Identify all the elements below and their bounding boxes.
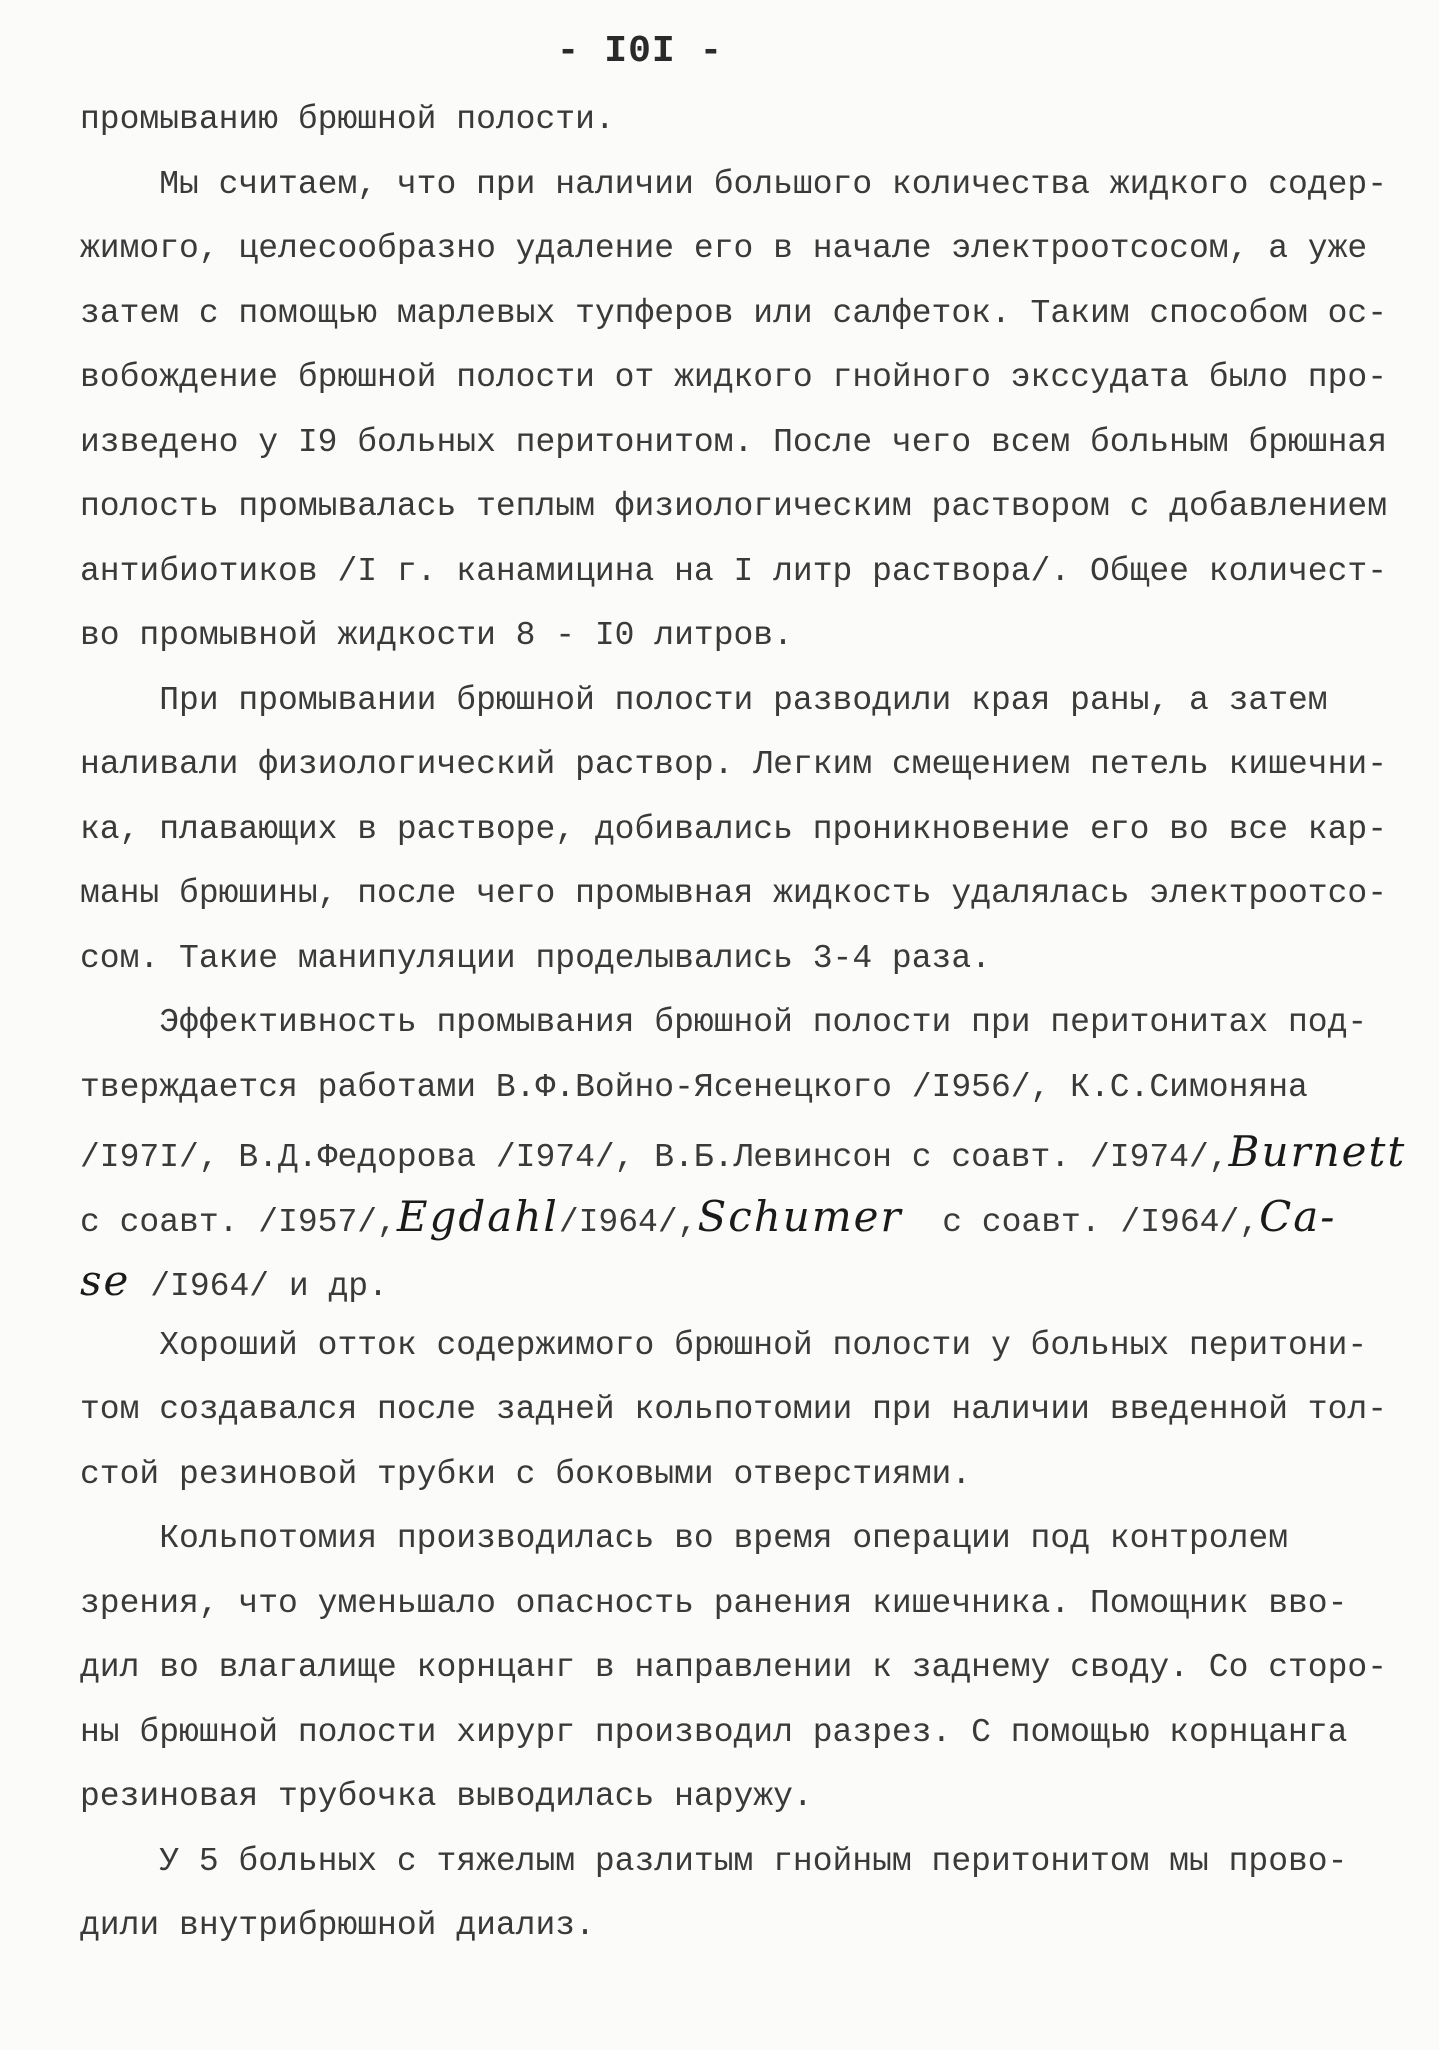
handwritten-author-burnett: Burnett	[1228, 1127, 1407, 1176]
text-line: изведено у I9 больных перитонитом. После чего всем больным брюшная	[80, 423, 1388, 461]
text-line: У 5 больных с тяжелым разлитым гнойным перитонитом мы прово-	[80, 1842, 1348, 1880]
text-line: ка, плавающих в растворе, добивались проникновение его во все кар-	[80, 810, 1388, 848]
text-line: резиновая трубочка выводилась наружу.	[80, 1778, 813, 1815]
typed-segment: /I97I/, В.Д.Федорова /I974/, В.Б.Левинсон с соавт. /I974/,	[80, 1139, 1229, 1176]
text-line: дил во влагалище корнцанг в направлении к заднему своду. Со сторо-	[80, 1649, 1388, 1686]
text-line: дили внутрибрюшной диализ.	[80, 1907, 595, 1944]
text-line-with-handwriting	[80, 1185, 1340, 1250]
text-line: антибиотиков /I г. канамицина на I литр раствора/. Общее количест-	[80, 552, 1388, 590]
text-line: Мы считаем, что при наличии большого количества жидкого содер-	[80, 165, 1388, 203]
typed-segment: /I964/,	[558, 1203, 698, 1241]
text-line: жимого, целесообразно удаление его в начале электроотсосом, а уже	[80, 230, 1368, 267]
text-line: Хороший отток содержимого брюшной полости у больных перитони-	[80, 1326, 1368, 1364]
handwritten-author-case-part1: Ca-	[1259, 1191, 1337, 1241]
typed-segment: /I964/ и др.	[150, 1268, 388, 1305]
text-line: сом. Такие манипуляции проделывались 3-4 раза.	[80, 939, 991, 977]
typed-segment: с соавт. /I964/,	[942, 1203, 1260, 1241]
handwritten-author-schumer: Schumer	[697, 1191, 903, 1241]
text-line: том создавался после задней кольпотомии при наличии введенной тол-	[80, 1391, 1388, 1428]
text-line: затем с помощью марлевых тупферов или салфеток. Таким способом ос-	[80, 294, 1388, 332]
text-line: ны брюшной полости хирург производил разрез. С помощью корнцанга	[80, 1713, 1348, 1751]
text-line: наливали физиологический раствор. Легким смещением петель кишечни-	[80, 746, 1388, 783]
document-body	[80, 88, 1407, 1959]
text-line: тверждается работами В.Ф.Войно-Ясенецкого /I956/, К.С.Симоняна	[80, 1068, 1308, 1106]
text-line: во промывной жидкости 8 - I0 литров.	[80, 617, 793, 654]
text-line: полость промывалась теплым физиологическим раствором с добавлением	[80, 488, 1388, 525]
text-line: Эффективность промывания брюшной полости при перитонитах под-	[80, 1004, 1368, 1041]
text-line: маны брюшины, после чего промывная жидкость удалялась электроотсо-	[80, 875, 1388, 912]
text-line: стой резиновой трубки с боковыми отверстиями.	[80, 1455, 972, 1493]
text-line: Кольпотомия производилась во время операции под контролем	[80, 1520, 1288, 1557]
text-line-with-handwriting	[80, 1249, 1340, 1314]
text-line-with-handwriting	[80, 1120, 1407, 1185]
text-line: зрения, что уменьшало опасность ранения кишечника. Помощник вво-	[80, 1584, 1348, 1622]
text-line: При промывании брюшной полости разводили края раны, а затем	[80, 681, 1328, 719]
handwritten-author-egdahl: Egdahl	[396, 1191, 559, 1241]
text-line: промыванию брюшной полости.	[80, 101, 615, 138]
page-number: - I0I -	[556, 30, 724, 73]
text-line: вобождение брюшной полости от жидкого гнойного экссудата было про-	[80, 359, 1388, 396]
handwritten-author-case-part2: se	[80, 1256, 131, 1305]
typed-segment: с соавт. /I957/,	[80, 1203, 397, 1241]
